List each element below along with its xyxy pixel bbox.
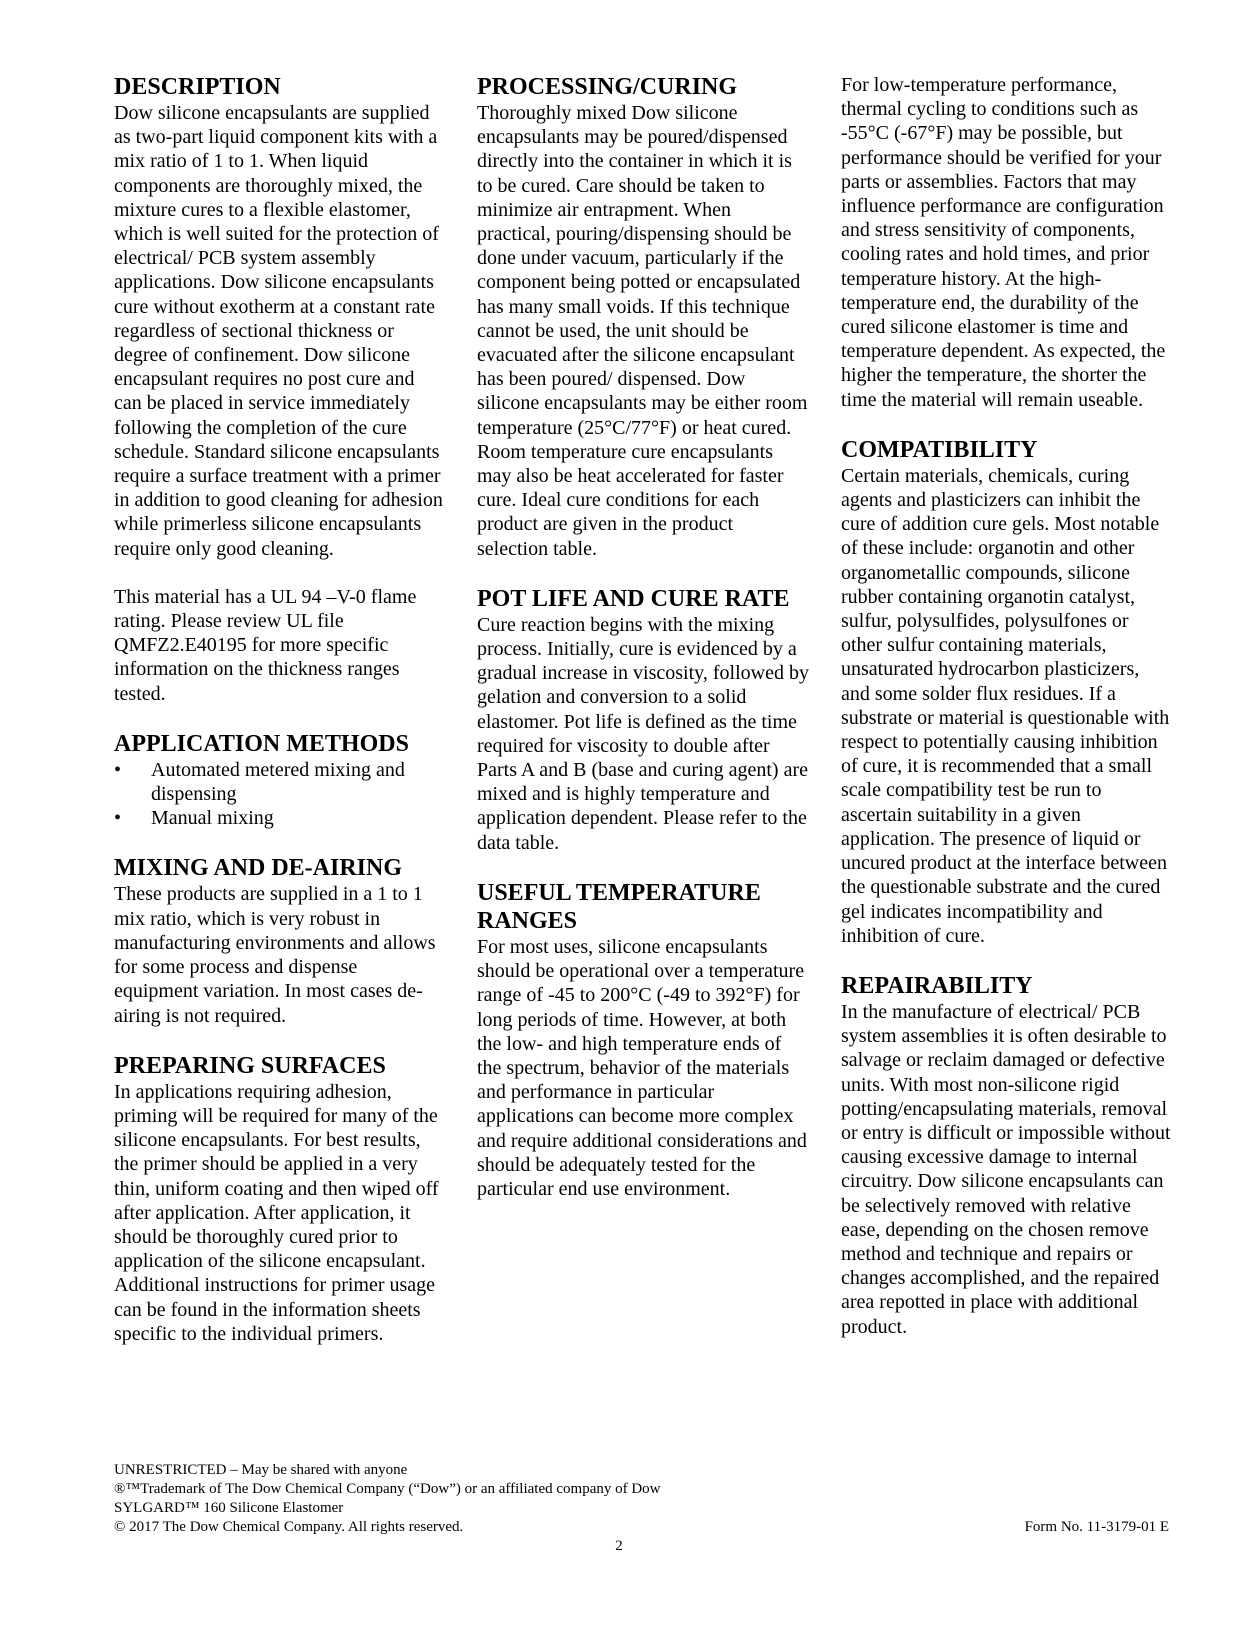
heading-application-methods: APPLICATION METHODS (114, 730, 409, 757)
column-right (841, 73, 1171, 1363)
section-processing (477, 73, 809, 561)
page-footer (114, 1461, 1169, 1537)
description-paragraph: Dow silicone encapsulants are supplied as two-part liquid component kits with a mix ratio of 1 to 1. When liquid components are thoroughly mixed, the mixture cures to a flexible elastomer, which is well suited for the protection of electrical/ PCB system assembly applications. Dow silicone encapsulants cure without exotherm at a constant rate regardless of sectional thickness or degree of confinement. Dow silicone encapsulant requires no post cure and can be placed in service immediately following the completion of the cure schedule. Standard silicone encapsulants require a surface treatment with a primer in addition to good cleaning for adhesion while primerless silicone encapsulants require only good cleaning. (114, 102, 443, 560)
preparing-paragraph: In applications requiring adhesion, priming will be required for many of the silicone encapsulants. For best results, the primer should be applied in a very thin, uniform coating and then wiped off after application. After application, it should be thoroughly cured prior to application of the silicone encapsulant. Additional instructions for primer usage can be found in the information sheets specific to the individual primers. (114, 1080, 439, 1345)
list-item: • Manual mixing (114, 807, 274, 830)
section-low-temperature (841, 73, 1171, 412)
compatibility-paragraph: Certain materials, chemicals, curing agents and plasticizers can inhibit the cure of addition cure gels. Most notable of these include: organotin and other organometallic compounds, silicone rubber containing organotin catalyst, sulfur, polysulfides, polysulfones or other sulfur containing materials, unsaturated hydrocarbon plasticizers, and some solder flux residues. If a substrate or material is questionable with respect to potentially causing inhibition of cure, it is recommended that a small scale compatibility test be run to ascertain suitability in a given application. The presence of liquid or uncured product at the interface between the questionable substrate and the cured gel indicates incompatibility and inhibition of cure. (841, 464, 1170, 947)
form-number: Form No. 11-3179-01 E (1024, 1519, 1169, 1535)
footer-restriction: UNRESTRICTED – May be shared with anyone (114, 1462, 408, 1478)
section-compatibility (841, 436, 1171, 948)
bullet-icon: • (114, 807, 122, 830)
section-pot-life (477, 585, 809, 855)
list-item: • Automated metered mixing and dispensing (114, 758, 405, 806)
processing-paragraph: Thoroughly mixed Dow silicone encapsulants may be poured/dispensed directly into the container in which it is to be cured. Care should be taken to minimize air entrapment. When practical, pouring/dispensing should be done under vacuum, particularly if the component being potted or encapsulated has many small voids. If this technique cannot be used, the unit should be evacuated after the silicone encapsulant has been poured/ dispensed. Dow silicone encapsulants may be either room temperature (25°C/77°F) or heat cured. Room temperature cure encapsulants may also be heat accelerated for faster cure. Ideal cure conditions for each product are given in the product selection table. (477, 102, 808, 560)
flame-rating-paragraph: This material has a UL 94 –V-0 flame rating. Please review UL file QMFZ2.E40195 for more specific information on the thickness ranges tested. (114, 585, 417, 705)
footer-product-name: SYLGARD™ 160 Silicone Elastomer (114, 1500, 344, 1516)
heading-temperature-ranges: USEFUL TEMPERATURE RANGES (477, 879, 761, 934)
column-left (114, 73, 444, 1370)
heading-mixing: MIXING AND DE-AIRING (114, 855, 403, 882)
heading-compatibility: COMPATIBILITY (841, 436, 1038, 463)
temperature-paragraph: For most uses, silicone encapsulants should be operational over a temperature range of -45 to 200°C (-49 to 392°F) for long periods of time. However, at both the low- and high temperature ends of the spectrum, behavior of the materials and performance in particular applications can become more complex and require additional considerations and should be adequately tested for the particular end use environment. (477, 935, 807, 1200)
section-temperature-ranges (477, 879, 809, 1201)
column-middle (477, 73, 809, 1225)
footer-trademark: ®™Trademark of The Dow Chemical Company (“Dow”) or an affiliated company of Dow (114, 1481, 661, 1497)
pot-life-paragraph: Cure reaction begins with the mixing process. Initially, cure is evidenced by a gradual increase in viscosity, followed by gelation and conversion to a solid elastomer. Pot life is defined as the time required for viscosity to double after Parts A and B (base and curing agent) are mixed and is highly temperature and application dependent. Please refer to the data table. (477, 613, 809, 854)
heading-preparing-surfaces: PREPARING SURFACES (114, 1052, 386, 1079)
heading-pot-life: POT LIFE AND CURE RATE (477, 585, 790, 612)
section-mixing (114, 854, 444, 1027)
page-number: 2 (615, 1538, 623, 1554)
section-application-methods (114, 730, 444, 831)
section-description (114, 73, 444, 706)
section-preparing-surfaces (114, 1052, 444, 1346)
application-methods-list (114, 758, 444, 831)
heading-repairability: REPAIRABILITY (841, 972, 1033, 999)
section-repairability (841, 972, 1171, 1339)
mixing-paragraph: These products are supplied in a 1 to 1 mix ratio, which is very robust in manufacturing environments and allows for some process and dispense equipment variation. In most cases de-airing is not required. (114, 883, 436, 1027)
footer-copyright: © 2017 The Dow Chemical Company. All rights reserved. (114, 1519, 464, 1535)
footer-copyright-row (114, 1518, 1169, 1537)
bullet-icon: • (114, 758, 122, 781)
low-temperature-paragraph: For low-temperature performance, thermal cycling to conditions such as -55°C (-67°F) may be possible, but performance should be verified for your parts or assemblies. Factors that may influence performance are configuration and stress sensitivity of components, cooling rates and hold times, and prior temperature history. At the high-temperature end, the durability of the cured silicone elastomer is time and temperature dependent. As expected, the higher the temperature, the shorter the time the material will remain useable. (841, 74, 1166, 411)
heading-processing: PROCESSING/CURING (477, 74, 738, 100)
heading-description: DESCRIPTION (114, 74, 281, 100)
repairability-paragraph: In the manufacture of electrical/ PCB system assemblies it is often desirable to salvage or reclaim damaged or defective units. With most non-silicone rigid potting/encapsulating materials, removal or entry is difficult or impossible without causing excessive damage to internal circuitry. Dow silicone encapsulants can be selectively removed with relative ease, depending on the chosen remove method and technique and repairs or changes accomplished, and the repaired area repotted in place with additional product. (841, 1000, 1171, 1338)
